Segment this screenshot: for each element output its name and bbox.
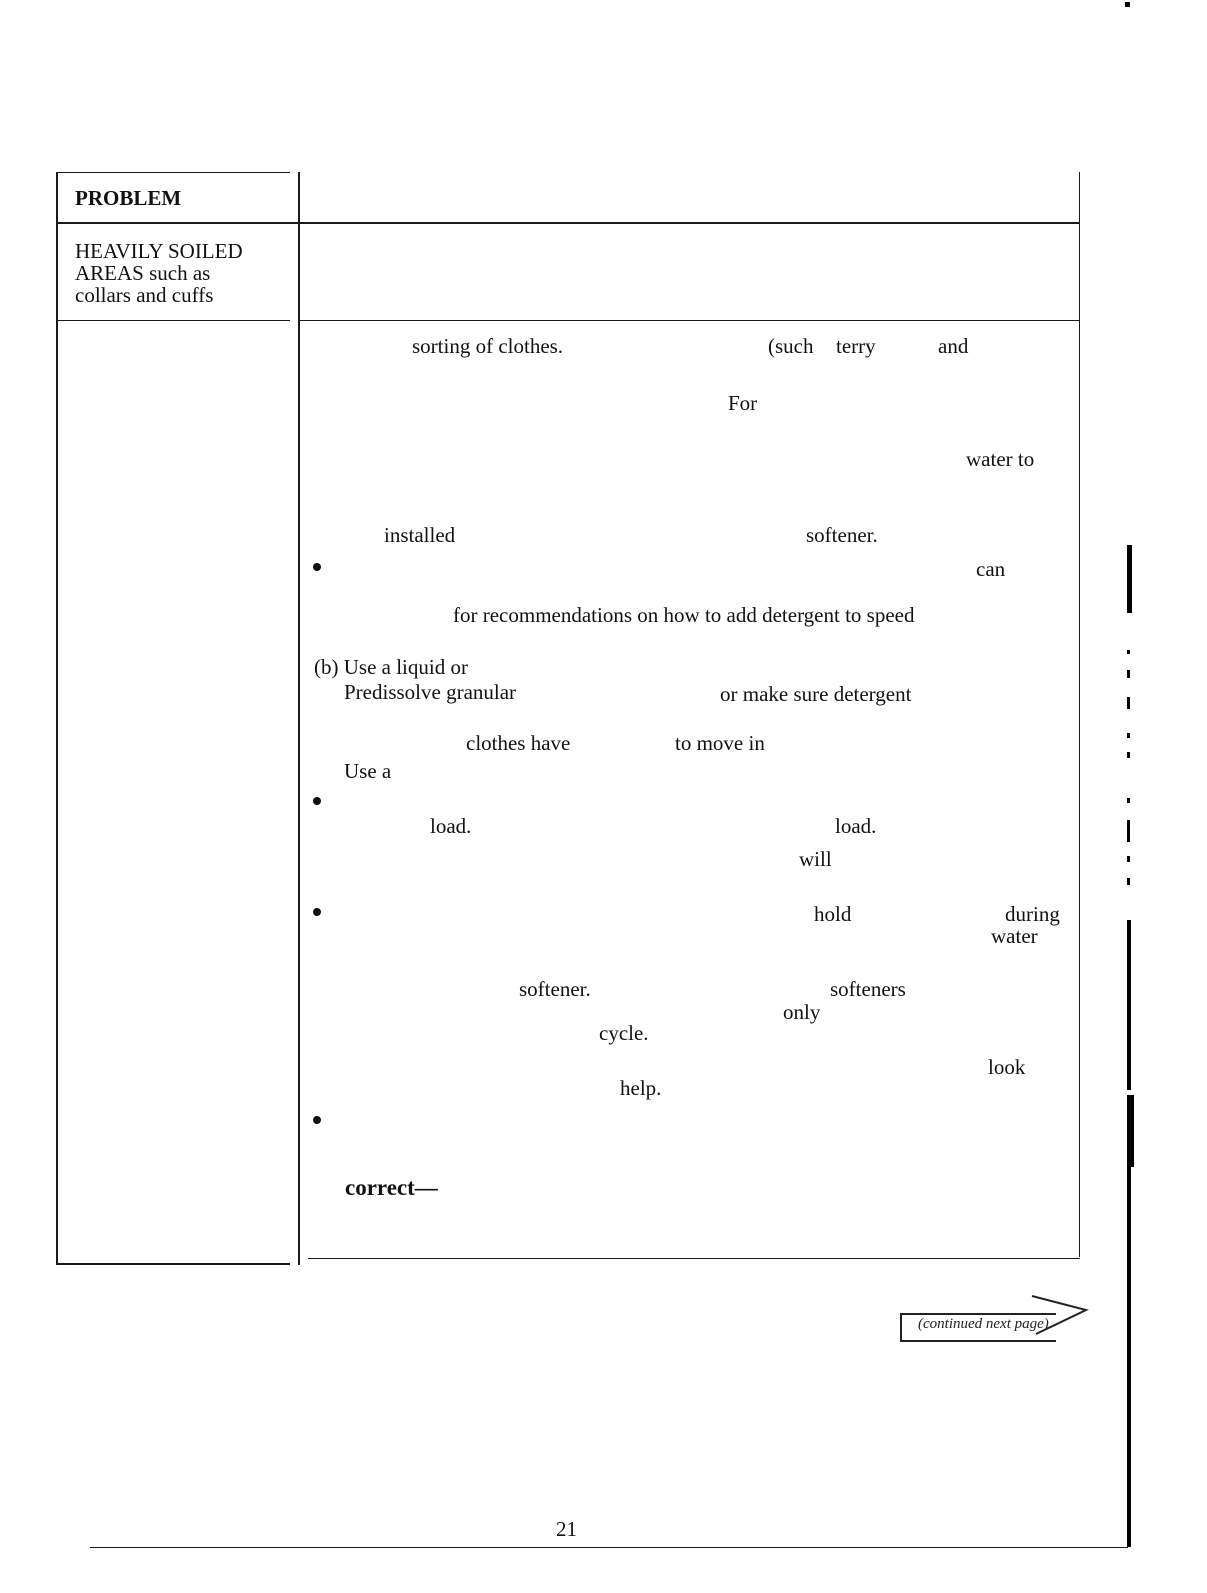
remedy-fragment: and (938, 334, 969, 358)
remedy-fragment: softener. (519, 977, 591, 1001)
remedy-fragment: cycle. (599, 1021, 649, 1045)
table-left-border (56, 172, 58, 1265)
scan-mark (1127, 798, 1130, 803)
bullet-3 (313, 908, 321, 916)
problem-line-1: HEAVILY SOILED (75, 239, 243, 263)
remedy-fragment: sorting of clothes. (412, 334, 564, 358)
remedy-fragment: softeners (830, 977, 906, 1001)
remedy-fragment: water to (966, 447, 1035, 471)
table-top-left (56, 172, 290, 173)
remedy-fragment: clothes have (466, 731, 571, 755)
page-bottom-rule (90, 1547, 1128, 1548)
remedy-fragment: during (1005, 902, 1060, 926)
remedy-fragment: Predissolve granular (344, 680, 517, 704)
problem-header: PROBLEM (75, 186, 182, 210)
scan-mark (1127, 670, 1130, 678)
row-divider-right (300, 320, 1080, 321)
remedy-fragment: Use a (344, 759, 392, 783)
remedy-fragment: softener. (806, 523, 878, 547)
remedy-fragment: hold (814, 902, 852, 926)
page-number: 21 (556, 1517, 577, 1541)
remedy-fragment: only (783, 1000, 821, 1024)
remedy-fragment: can (976, 557, 1006, 581)
row-divider-left (56, 320, 290, 321)
scan-mark (1127, 820, 1130, 842)
bullet-1 (313, 563, 321, 571)
scan-mark (1127, 733, 1130, 738)
bullet-4 (313, 1116, 321, 1124)
scan-mark (1127, 920, 1131, 1090)
remedy-fragment: or make sure detergent (720, 682, 912, 706)
header-bottom-rule (56, 222, 1080, 224)
remedy-fragment: to move in (675, 731, 765, 755)
remedy-fragment-bold: correct— (345, 1175, 438, 1200)
remedy-fragment: (such (768, 334, 814, 358)
remedy-fragment: For (728, 391, 758, 415)
remedy-fragment: terry (836, 334, 876, 358)
scan-mark (1127, 545, 1132, 613)
bullet-2 (313, 797, 321, 805)
scan-mark (1127, 878, 1130, 885)
remedy-fragment: load. (430, 814, 472, 838)
scan-mark (1127, 1095, 1134, 1167)
problem-line-2: AREAS such as (75, 261, 211, 285)
scan-mark (1127, 752, 1130, 758)
problem-line-3: collars and cuffs (75, 283, 214, 307)
scan-mark (1127, 697, 1130, 709)
remedy-fragment: will (799, 847, 832, 871)
scan-mark (1127, 856, 1130, 862)
table-divider-vertical (298, 172, 300, 1265)
remedy-fragment: installed (384, 523, 456, 547)
remedy-fragment: (b) Use a liquid or (314, 655, 468, 679)
scan-mark (1127, 650, 1130, 654)
remedy-fragment: look (988, 1055, 1026, 1079)
remedy-fragment: help. (620, 1076, 662, 1100)
remedy-fragment: for recommendations on how to add detergent to speed (453, 603, 915, 627)
remedy-fragment: water (991, 924, 1038, 948)
scan-mark (1127, 1167, 1131, 1547)
table-bottom-left (56, 1263, 290, 1265)
table-bottom-right (308, 1258, 1080, 1259)
table-right-border (1079, 172, 1080, 1257)
remedy-fragment: load. (835, 814, 877, 838)
scan-mark (1125, 2, 1130, 7)
continued-label: (continued next page) (918, 1316, 1049, 1332)
